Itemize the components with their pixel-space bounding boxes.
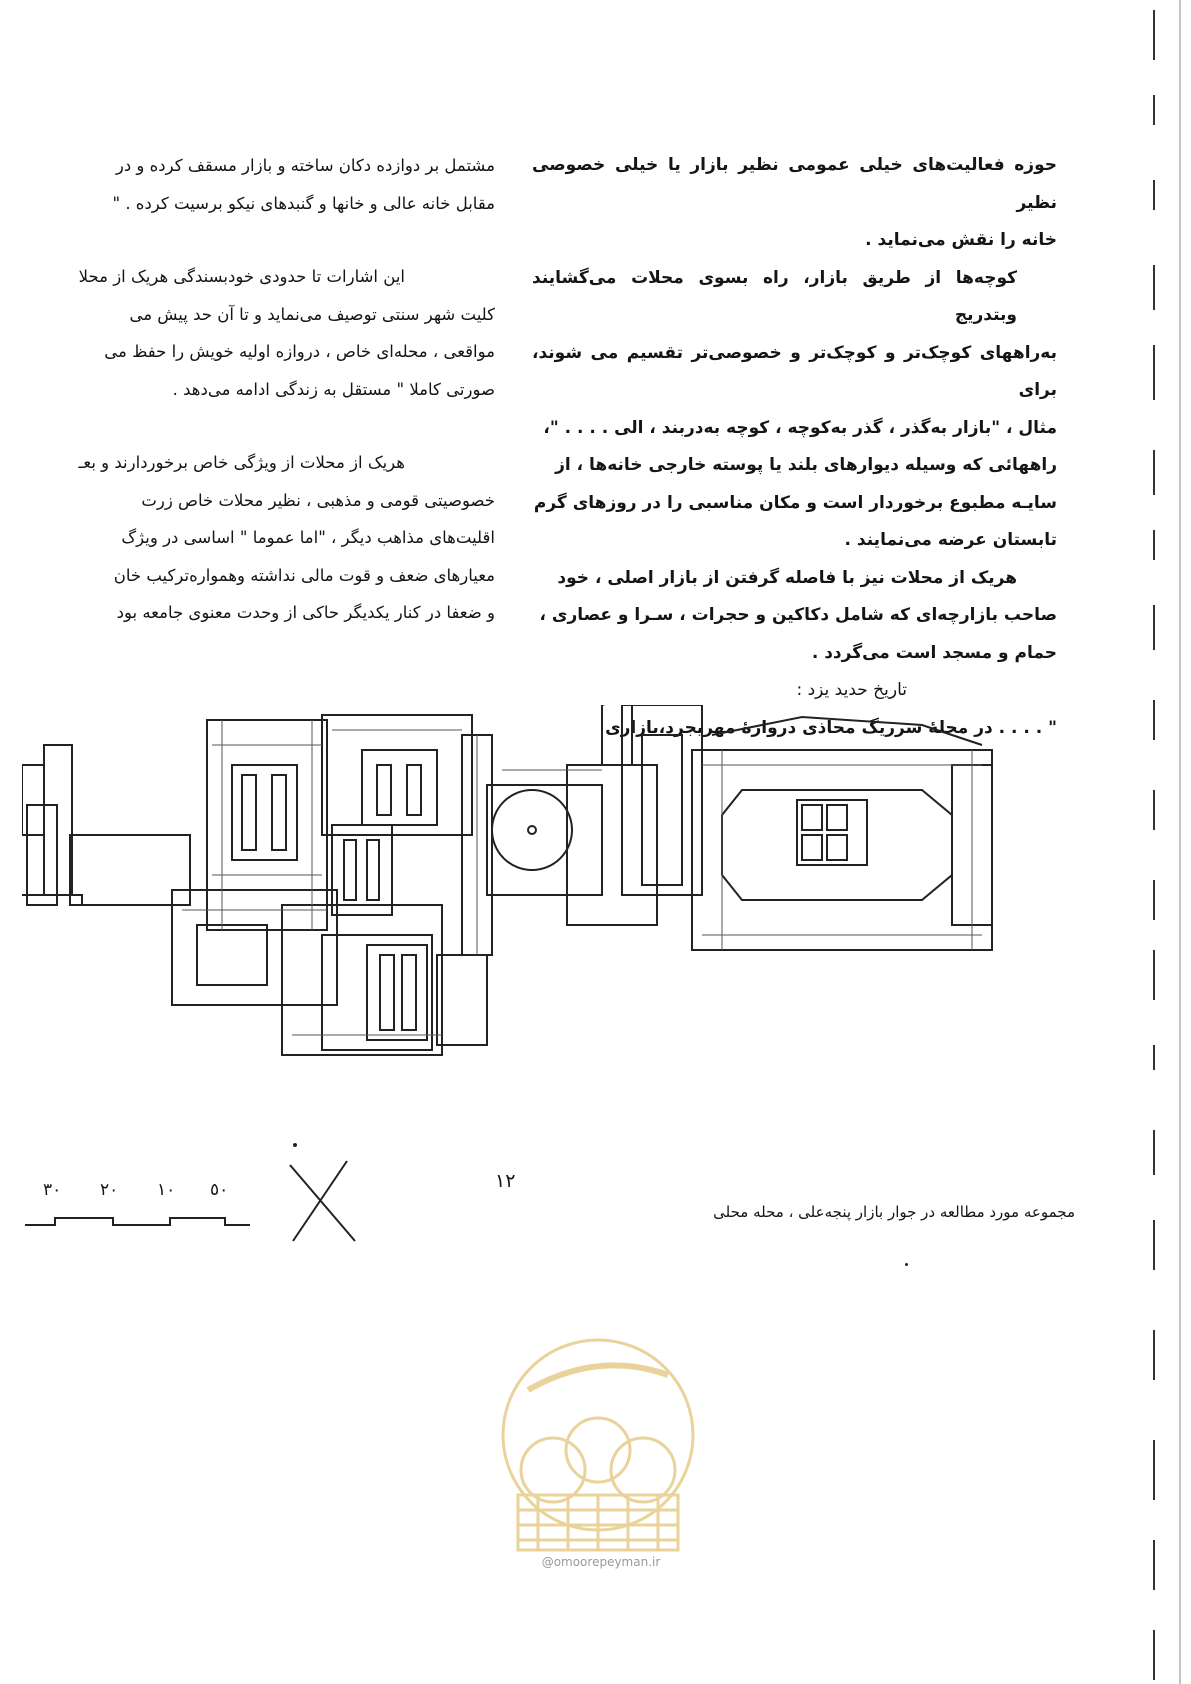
paragraph-line: و ضعفا در کنار یکدیگر حاکی از وحدت معنوی جامعه بود — [116, 603, 495, 622]
garden-bed — [367, 840, 379, 900]
pool-block — [797, 800, 867, 865]
scan-edge-marks — [1140, 0, 1191, 1684]
paragraph-line: راههائی که وسیله دیوارهای بلند یا پوسته خارجی خانه‌ها ، از — [555, 455, 1057, 475]
paragraph-line: معیارهای ضعف و قوت مالی نداشته وهمواره‌ترکیب خان — [113, 565, 495, 585]
left-text-column — [0, 147, 495, 632]
pool — [802, 835, 822, 860]
paragraph-line: صورتی کاملا " مستقل به زندگی ادامه می‌دهد . — [172, 379, 495, 399]
plan-block — [642, 735, 682, 885]
north-arrow-icon — [285, 1153, 365, 1245]
scale-label: ٢٠ — [100, 1180, 119, 1200]
paragraph-line: صاحب بازارچه‌ای که شامل دکاکین و حجرات ، سـرا و عصاری ، — [539, 605, 1057, 625]
quote-source: تاریخ حدید یزد : — [796, 680, 907, 700]
page-number: ١٢ — [495, 1170, 516, 1192]
pool — [802, 805, 822, 830]
paragraph-line: مواقعی ، محله‌ای خاص ، دروازه اولیه خویش را حفظ می — [104, 342, 495, 361]
scale-bar — [25, 1180, 265, 1240]
plan-wall — [22, 895, 152, 905]
paragraph-line: خصوصیتی قومی و مذهبی ، نظیر محلات خاص زرت — [141, 490, 495, 510]
garden-bed — [344, 840, 356, 900]
dome — [492, 790, 572, 870]
courtyard — [362, 750, 437, 825]
watermark-url: @omoorepeyman.ir — [541, 1555, 661, 1569]
pool — [827, 805, 847, 830]
paragraph-line: مشتمل بر دوازده دکان ساخته و بازار مسقف کرده و در — [115, 156, 495, 175]
plan-block — [27, 805, 57, 905]
garden-bed — [380, 955, 394, 1030]
courtyard — [367, 945, 427, 1040]
garden-bed — [377, 765, 391, 815]
dome-center — [528, 826, 536, 834]
garden-bed — [402, 955, 416, 1030]
scale-label: ٣٠ — [43, 1180, 62, 1200]
entrance-portal — [602, 705, 632, 765]
courtyard — [197, 925, 267, 985]
paragraph-line: به‌راههای کوچک‌تر و کوچک‌تر و خصوصی‌تر تقسیم می شوند، برای — [532, 342, 1057, 400]
paragraph-line: اقلیت‌های مذاهب دیگر ، "اما عموما " اساسی در ویژگ — [121, 528, 495, 547]
paragraph-line: کلیت شهر سنتی توصیف می‌نماید و تا آن حد پیش می — [129, 304, 495, 324]
architectural-floor-plan — [22, 705, 1022, 1150]
quote-line: " . . . . در محلهٔ سرریگ محاذی دروازهٔ مهریجرد،بازاری — [605, 717, 1057, 738]
paragraph-line: مقابل خانه عالی و خانها و گنبدهای نیکو برسیت کرده . " — [112, 193, 495, 213]
plan-block — [322, 715, 472, 835]
plan-block — [282, 905, 442, 1055]
paragraph-line: حمام و مسجد است می‌گردد . — [811, 642, 1057, 663]
plan-block — [622, 705, 702, 895]
plan-block — [437, 955, 487, 1045]
pool — [827, 835, 847, 860]
bazaar-edge — [712, 717, 982, 745]
paragraph-line: خانه را نقش می‌نماید . — [865, 230, 1057, 250]
scale-label: ١٠ — [157, 1180, 176, 1200]
paragraph-line: حوزه فعالیت‌های خیلی عمومی نظیر بازار یا خیلی خصوصی نظیر — [532, 155, 1057, 213]
paragraph-line: کوچه‌ها از طریق بازار، راه بسوی محلات می‌گشایند وبتدریج — [532, 267, 1017, 325]
plan-block — [567, 765, 657, 925]
courtyard — [332, 825, 392, 915]
paragraph-line: تابستان عرضه می‌نمایند . — [844, 530, 1057, 550]
paragraph-line: هریک از محلات نیز با فاصله گرفتن از بازار اصلی ، خود — [557, 567, 1017, 588]
right-text-column — [532, 147, 1057, 747]
paragraph-line: هریک از محلات از ویژگی خاص برخوردارند و بعـ — [78, 453, 405, 472]
caravanserai — [692, 750, 992, 950]
paragraph-line: این اشارات تا حدودی خودبسندگی هریک از محلا — [78, 267, 405, 286]
octagonal-court — [722, 790, 952, 900]
garden-bed — [242, 775, 256, 850]
plan-block — [22, 765, 44, 835]
dot-mark — [293, 1143, 297, 1147]
plan-block — [207, 720, 327, 930]
scale-line — [25, 1180, 265, 1240]
figure-caption: مجموعه مورد مطالعه در جوار بازار پنجه‌علی ، محله محلی — [713, 1203, 1075, 1221]
dot-mark — [905, 1263, 908, 1266]
garden-bed — [272, 775, 286, 850]
paragraph-line: سایـه مطبوع برخوردار است و مکان مناسبی را در روزهای گرم — [533, 492, 1057, 513]
garden-bed — [407, 765, 421, 815]
paragraph-line: مثال ، "بازار به‌گذر ، گذر به‌کوچه ، کوچه به‌دربند ، الی . . . . "، — [543, 417, 1057, 438]
scale-label: ٥٠ — [210, 1180, 229, 1200]
